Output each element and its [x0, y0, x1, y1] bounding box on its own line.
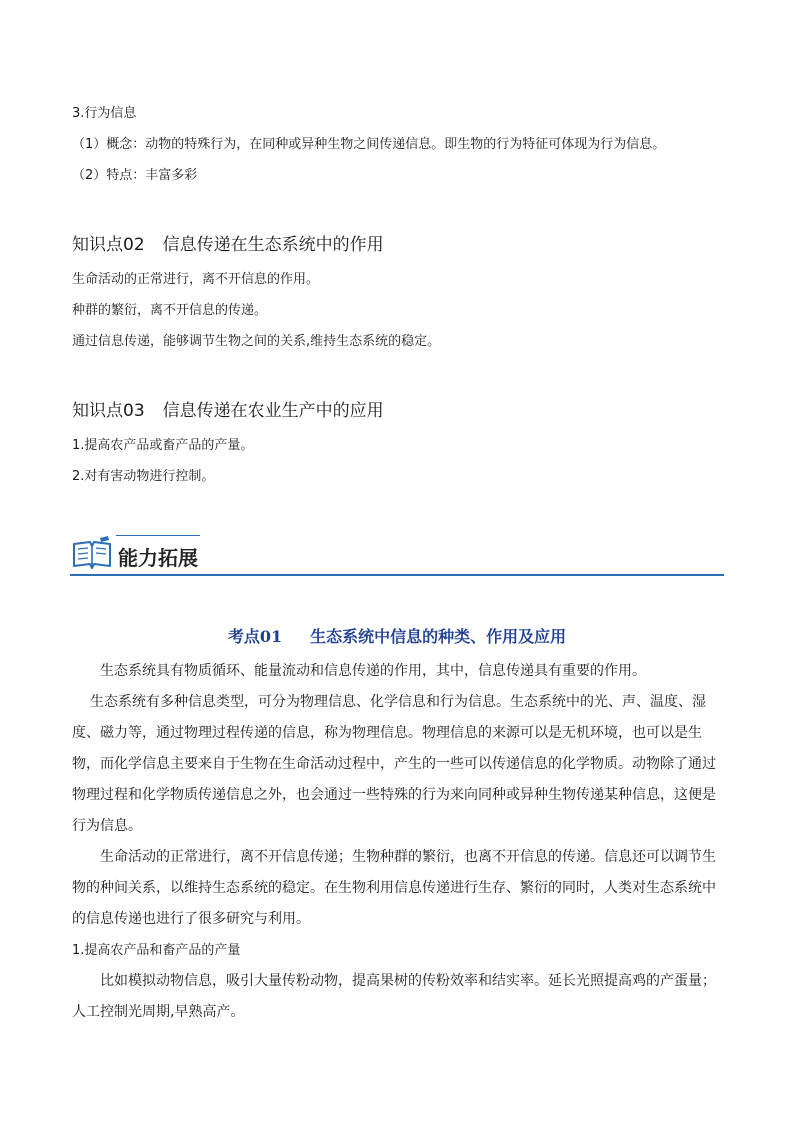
kp03-title: 信息传递在农业生产中的应用 [162, 401, 384, 421]
behavior-feature: （2）特点：丰富多彩 [72, 168, 198, 183]
kp02-line: 通过信息传递，能够调节生物之间的关系,维持生态系统的稳定。 [72, 334, 441, 349]
paragraph: 生态系统具有物质循环、能量流动和信息传递的作用，其中，信息传递具有重要的作用。 [100, 663, 646, 679]
kaodian-text: 生态系统中信息的种类、作用及应用 [310, 627, 567, 646]
kp03-line: 2.对有害动物进行控制。 [72, 469, 215, 484]
kaodian-number: 考点01 [227, 627, 283, 646]
kp03-heading [72, 396, 384, 421]
behavior-heading: 3.行为信息 [72, 106, 137, 121]
kp02-heading [72, 230, 384, 255]
paragraph: 生态系统有多种信息类型，可分为物理信息、化学信息和行为信息。生态系统中的光、声、温度、湿度、磁力等，通过物理过程传递的信息，称为物理信息。物理信息的来源可以是无机环境，也可以是生物，而化学信息主要来自于生物在生命活动过程中，产生的一些可以传递信息的化学物质。动物除了通过物理过程和化学物质传递信息之外，也会通过一些特殊的行为来向同种或异种生物传递某种信息，这便是行为信息。 [72, 694, 716, 834]
kp02-title: 信息传递在生态系统中的作用 [162, 235, 384, 255]
open-book-icon [70, 534, 114, 576]
body-text [72, 656, 724, 1028]
banner-title: 能力拓展 [118, 546, 198, 570]
section-banner [70, 532, 724, 576]
kp03-number: 知识点03 [72, 401, 145, 421]
kp03-line: 1.提高农产品或畜产品的产量。 [72, 438, 254, 453]
behavior-concept: （1）概念：动物的特殊行为，在同种或异种生物之间传递信息。即生物的行为特征可体现为行为信息。 [72, 137, 666, 152]
paragraph: 比如模拟动物信息，吸引大量传粉动物，提高果树的传粉效率和结实率。延长光照提高鸡的产蛋量；人工控制光周期,早熟高产。 [72, 973, 716, 1020]
kp02-number: 知识点02 [72, 235, 145, 255]
banner-top-line [116, 535, 200, 536]
subheading: 1.提高农产品和畜产品的产量 [72, 943, 241, 958]
kp02-line: 种群的繁衍，离不开信息的传递。 [72, 303, 268, 318]
kaodian-title [0, 624, 794, 647]
kp02-line: 生命活动的正常进行，离不开信息的作用。 [72, 272, 320, 287]
banner-underline [70, 574, 724, 576]
paragraph: 生命活动的正常进行，离不开信息传递；生物种群的繁衍，也离不开信息的传递。信息还可以调节生物的种间关系，以维持生态系统的稳定。在生物利用信息传递进行生存、繁衍的同时，人类对生态系统中的信息传递也进行了很多研究与利用。 [72, 849, 716, 927]
